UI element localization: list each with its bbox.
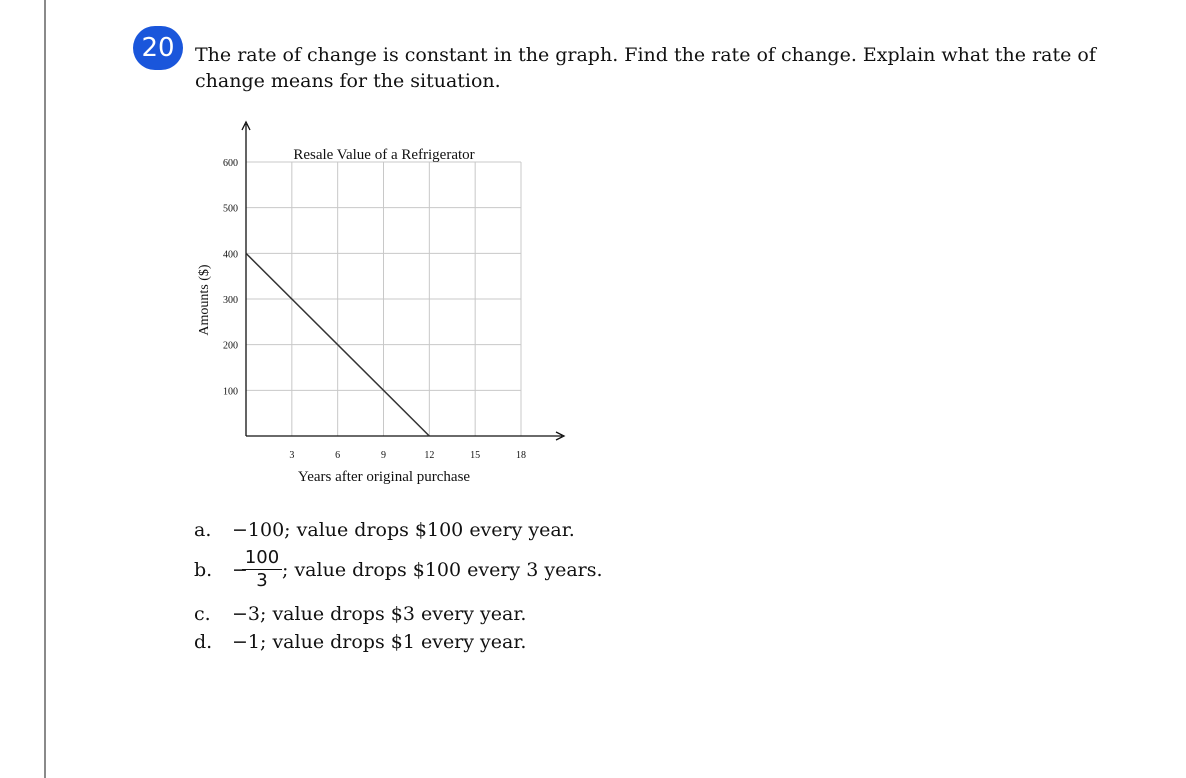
fraction	[242, 548, 282, 591]
x-tick-label: 12	[424, 450, 435, 461]
x-tick-labels	[289, 450, 526, 461]
y-tick-labels	[223, 158, 238, 397]
y-tick-label: 200	[223, 340, 238, 352]
x-tick-label: 6	[335, 450, 341, 461]
resale-value-chart	[180, 110, 580, 500]
x-tick-label: 15	[470, 450, 481, 461]
y-tick-label: 500	[223, 203, 238, 215]
choice-letter: a.	[194, 519, 212, 541]
choice-text: −1; value drops $1 every year.	[232, 631, 527, 653]
x-tick-label: 18	[516, 450, 526, 461]
y-axis-label: Amounts ($)	[197, 264, 212, 336]
choice-letter: d.	[194, 631, 213, 653]
y-tick-label: 400	[223, 249, 238, 261]
question-prompt: The rate of change is constant in the graph. Find the rate of change. Explain what the rate of change means for the situation.	[195, 44, 1096, 92]
fraction-denominator: 3	[256, 570, 268, 591]
question-number-badge: 20	[133, 26, 183, 70]
page-left-rule	[44, 0, 46, 778]
chart-grid	[246, 162, 521, 436]
minus-sign: −	[232, 559, 248, 581]
chart-title: Resale Value of a Refrigerator	[293, 147, 475, 163]
choice-text: −3; value drops $3 every year.	[232, 603, 527, 625]
y-tick-label: 600	[223, 158, 238, 169]
choice-letter: b.	[194, 559, 213, 581]
fraction-numerator: 100	[242, 548, 282, 570]
chart-axes	[242, 122, 564, 440]
choice-text: −100; value drops $100 every year.	[232, 519, 575, 541]
x-tick-label: 9	[381, 450, 386, 461]
choice-text: ; value drops $100 every 3 years.	[282, 559, 603, 581]
x-tick-label: 3	[289, 450, 295, 461]
x-axis-label: Years after original purchase	[297, 469, 471, 485]
y-tick-label: 100	[223, 386, 238, 398]
y-tick-label: 300	[223, 295, 238, 306]
choice-letter: c.	[194, 603, 211, 625]
